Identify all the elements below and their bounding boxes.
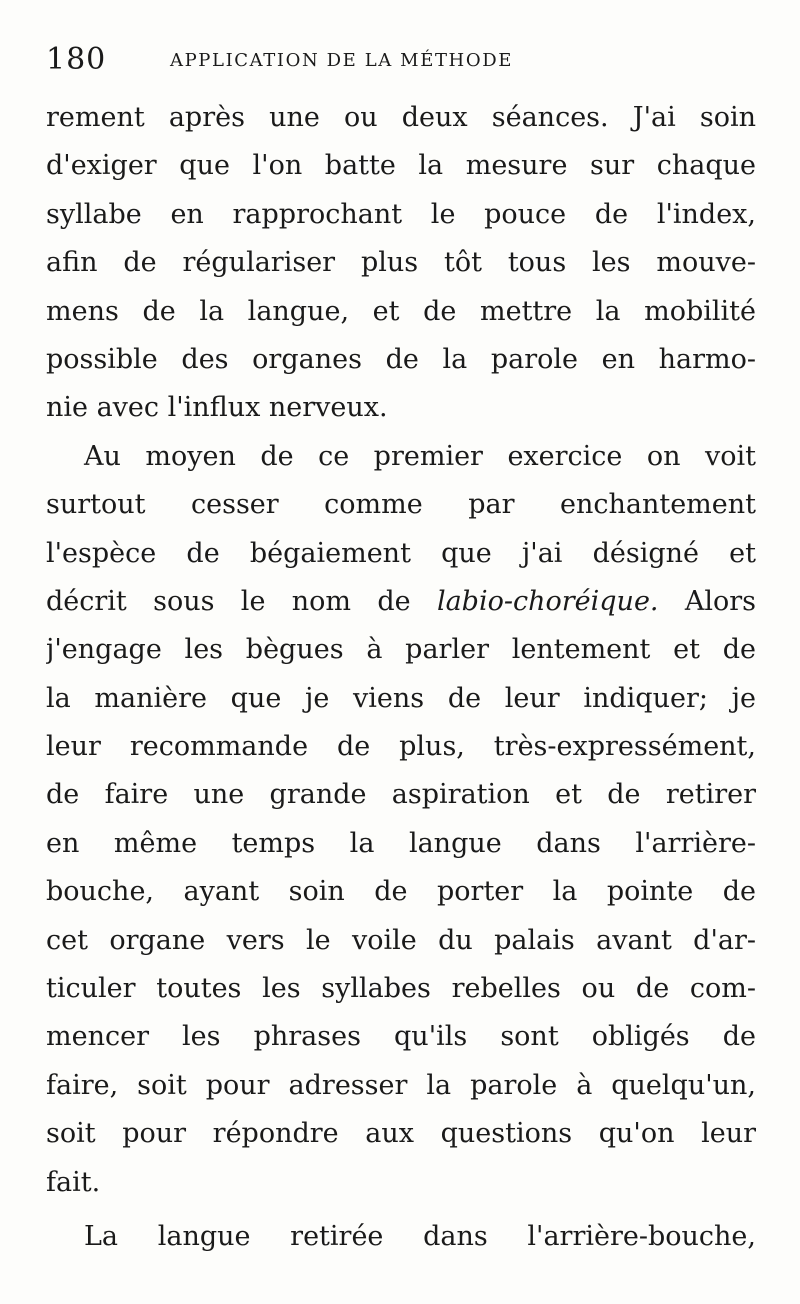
paragraph-2	[46, 433, 756, 1207]
text-line: nie avec l'influx nerveux.	[46, 392, 388, 424]
text-line: faire, soit pour adresser la parole à quelqu'un,	[46, 1069, 756, 1101]
text-line: Au moyen de ce premier exercice on voit	[84, 440, 756, 472]
text-line: de faire une grande aspiration et de retirer	[46, 779, 756, 811]
italic-term: labio-choréique.	[436, 585, 659, 617]
text-line: afin de régulariser plus tôt tous les mouve-	[46, 247, 756, 279]
text-line-with-italic	[46, 578, 756, 626]
text-line: syllabe en rapprochant le pouce de l'index,	[46, 198, 756, 230]
text-line: surtout cesser comme par enchantement	[46, 489, 756, 521]
text-line: la manière que je viens de leur indiquer; je	[46, 682, 756, 714]
page-header	[46, 40, 766, 80]
running-head: APPLICATION DE LA MÉTHODE	[170, 50, 513, 71]
paragraph-1	[46, 94, 756, 433]
text-line: en même temps la langue dans l'arrière-	[46, 827, 756, 859]
text-line: d'exiger que l'on batte la mesure sur chaque	[46, 150, 756, 182]
text-line: La langue retirée dans l'arrière-bouche,	[84, 1220, 756, 1252]
body-text	[46, 94, 756, 1261]
paragraph-3	[46, 1213, 756, 1261]
text-line: possible des organes de la parole en harmo-	[46, 343, 756, 375]
text-line: j'engage les bègues à parler lentement et de	[46, 634, 756, 666]
page-number: 180	[46, 42, 107, 77]
text-line: mens de la langue, et de mettre la mobilité	[46, 295, 756, 327]
text-line: fait.	[46, 1166, 101, 1198]
text-line: cet organe vers le voile du palais avant d'ar-	[46, 924, 756, 956]
text-line: l'espèce de bégaiement que j'ai désigné et	[46, 537, 756, 569]
text-line: leur recommande de plus, très-expressément,	[46, 731, 756, 763]
text-segment: décrit sous le nom de	[46, 585, 437, 617]
text-line: soit pour répondre aux questions qu'on leur	[46, 1118, 756, 1150]
text-line: bouche, ayant soin de porter la pointe de	[46, 876, 756, 908]
text-line: ticuler toutes les syllabes rebelles ou de com-	[46, 973, 756, 1005]
text-line: rement après une ou deux séances. J'ai soin	[46, 102, 756, 133]
text-line: mencer les phrases qu'ils sont obligés de	[46, 1021, 756, 1053]
text-segment: Alors	[658, 585, 756, 617]
